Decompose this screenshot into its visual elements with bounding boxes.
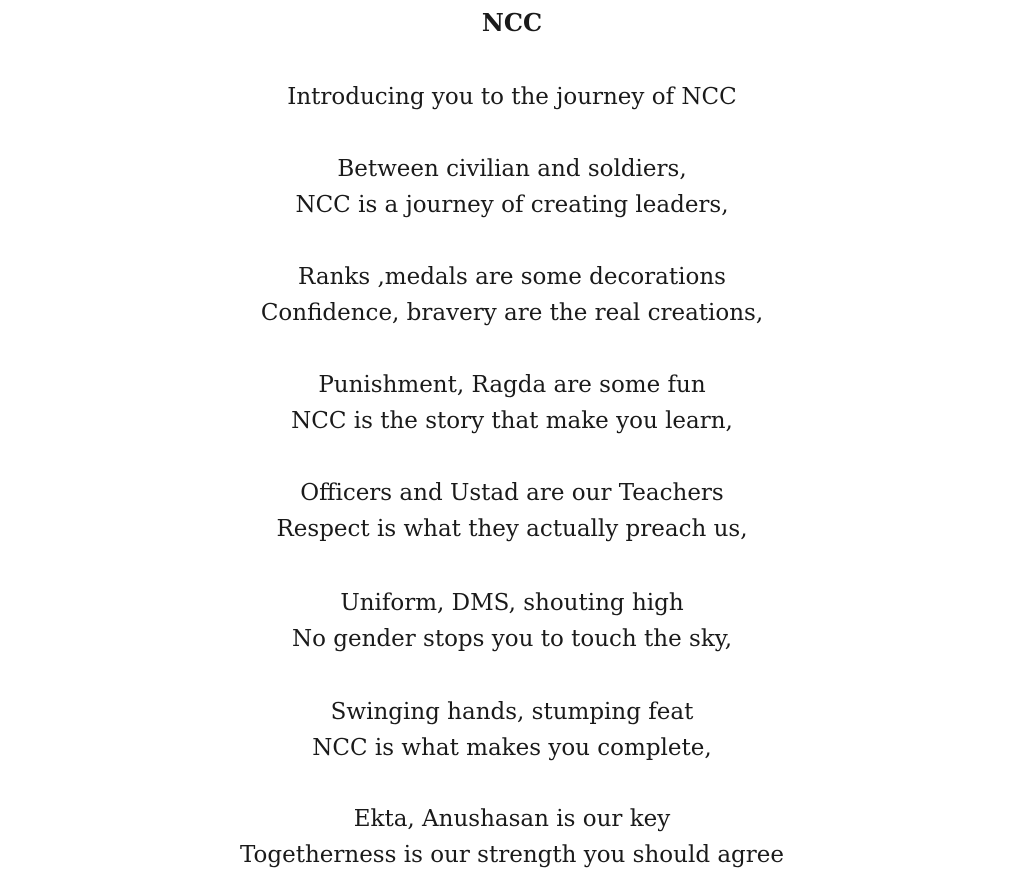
stanza-line: Respect is what they actually preach us, (276, 516, 748, 542)
stanza-line: Ekta, Anushasan is our key (353, 806, 671, 832)
stanza-line: Togetherness is our strength you should agree (239, 842, 784, 868)
stanza-line: Between civilian and soldiers, (337, 156, 687, 182)
poem-subtitle: Introducing you to the journey of NCC (287, 84, 737, 110)
poem-title: NCC (481, 8, 543, 37)
stanza-line: Confidence, bravery are the real creations, (260, 300, 764, 326)
stanza-line: Uniform, DMS, shouting high (340, 590, 684, 616)
stanza-1 (0, 151, 1024, 223)
stanza-line: NCC is what makes you complete, (312, 735, 712, 761)
stanza-5 (0, 585, 1024, 657)
stanza-6 (0, 694, 1024, 766)
stanza-line: No gender stops you to touch the sky, (291, 626, 733, 652)
stanza-line: Officers and Ustad are our Teachers (300, 480, 724, 506)
stanza-7 (0, 801, 1024, 873)
stanza-3 (0, 367, 1024, 439)
stanza-2 (0, 259, 1024, 331)
stanza-line: NCC is a journey of creating leaders, (295, 192, 729, 218)
stanza-line: NCC is the story that make you learn, (291, 408, 733, 434)
stanza-line: Punishment, Ragda are some fun (318, 372, 706, 398)
stanza-line: Ranks ,medals are some decorations (298, 264, 726, 290)
stanza-4 (0, 475, 1024, 547)
stanza-line: Swinging hands, stumping feat (330, 699, 694, 725)
